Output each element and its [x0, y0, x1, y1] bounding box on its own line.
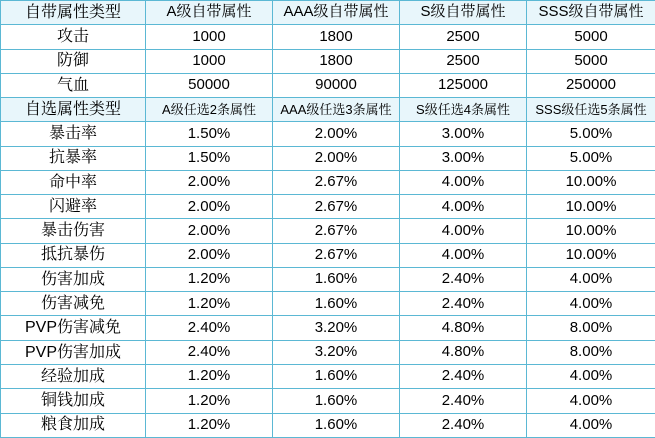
cell-value: 4.80%	[400, 316, 527, 340]
cell-value: 2.67%	[273, 243, 400, 267]
section-col-aaa: AAA级任选3条属性	[273, 98, 400, 122]
cell-value: 3.00%	[400, 146, 527, 170]
cell-value: 2.40%	[146, 340, 273, 364]
cell-value: 5.00%	[527, 146, 655, 170]
cell-value: 1.60%	[273, 292, 400, 316]
cell-value: 2.67%	[273, 170, 400, 194]
cell-value: 2.00%	[273, 146, 400, 170]
header-col-a: A级自带属性	[146, 1, 273, 25]
cell-value: 5000	[527, 49, 655, 73]
section-col-s: S级任选4条属性	[400, 98, 527, 122]
table-row	[1, 267, 655, 291]
section-label-optional: 自选属性类型	[1, 98, 146, 122]
header-col-sss: SSS级自带属性	[527, 1, 655, 25]
table-section-row	[1, 98, 655, 122]
cell-value: 2.40%	[400, 267, 527, 291]
row-label: 抗暴率	[1, 146, 146, 170]
cell-value: 8.00%	[527, 316, 655, 340]
cell-value: 10.00%	[527, 195, 655, 219]
row-label: 气血	[1, 73, 146, 97]
cell-value: 2500	[400, 25, 527, 49]
cell-value: 1000	[146, 25, 273, 49]
row-label: 暴击率	[1, 122, 146, 146]
cell-value: 10.00%	[527, 219, 655, 243]
cell-value: 1800	[273, 49, 400, 73]
row-label: 命中率	[1, 170, 146, 194]
table-row	[1, 364, 655, 388]
cell-value: 4.00%	[527, 292, 655, 316]
cell-value: 4.00%	[527, 413, 655, 437]
table-row	[1, 219, 655, 243]
table-row	[1, 292, 655, 316]
cell-value: 2.40%	[400, 389, 527, 413]
table-row	[1, 389, 655, 413]
cell-value: 4.00%	[527, 364, 655, 388]
table-row	[1, 49, 655, 73]
cell-value: 4.00%	[400, 243, 527, 267]
cell-value: 2.00%	[273, 122, 400, 146]
cell-value: 2.40%	[400, 413, 527, 437]
cell-value: 2.00%	[146, 243, 273, 267]
header-col-s: S级自带属性	[400, 1, 527, 25]
table-row	[1, 25, 655, 49]
cell-value: 4.00%	[400, 219, 527, 243]
cell-value: 2.40%	[146, 316, 273, 340]
table-row	[1, 146, 655, 170]
cell-value: 1.60%	[273, 413, 400, 437]
cell-value: 3.20%	[273, 340, 400, 364]
table-row	[1, 340, 655, 364]
row-label: 防御	[1, 49, 146, 73]
row-label: 伤害加成	[1, 267, 146, 291]
row-label: 粮食加成	[1, 413, 146, 437]
cell-value: 2.67%	[273, 195, 400, 219]
cell-value: 1.60%	[273, 389, 400, 413]
table-row	[1, 73, 655, 97]
cell-value: 1.50%	[146, 122, 273, 146]
row-label: 铜钱加成	[1, 389, 146, 413]
row-label: PVP伤害加成	[1, 340, 146, 364]
cell-value: 250000	[527, 73, 655, 97]
cell-value: 125000	[400, 73, 527, 97]
table-row	[1, 243, 655, 267]
row-label: 暴击伤害	[1, 219, 146, 243]
cell-value: 1000	[146, 49, 273, 73]
cell-value: 1.20%	[146, 364, 273, 388]
cell-value: 10.00%	[527, 170, 655, 194]
cell-value: 90000	[273, 73, 400, 97]
table-row	[1, 413, 655, 437]
cell-value: 5.00%	[527, 122, 655, 146]
cell-value: 4.00%	[400, 195, 527, 219]
row-label: 攻击	[1, 25, 146, 49]
cell-value: 1.50%	[146, 146, 273, 170]
cell-value: 4.00%	[527, 267, 655, 291]
cell-value: 1.20%	[146, 292, 273, 316]
table-row	[1, 170, 655, 194]
cell-value: 2500	[400, 49, 527, 73]
cell-value: 50000	[146, 73, 273, 97]
cell-value: 3.00%	[400, 122, 527, 146]
cell-value: 1.60%	[273, 267, 400, 291]
cell-value: 2.00%	[146, 219, 273, 243]
row-label: 经验加成	[1, 364, 146, 388]
row-label: 伤害减免	[1, 292, 146, 316]
section-col-sss: SSS级任选5条属性	[527, 98, 655, 122]
cell-value: 8.00%	[527, 340, 655, 364]
cell-value: 1.60%	[273, 364, 400, 388]
cell-value: 10.00%	[527, 243, 655, 267]
cell-value: 2.00%	[146, 170, 273, 194]
row-label: 抵抗暴伤	[1, 243, 146, 267]
section-col-a: A级任选2条属性	[146, 98, 273, 122]
cell-value: 4.80%	[400, 340, 527, 364]
cell-value: 1800	[273, 25, 400, 49]
cell-value: 2.40%	[400, 292, 527, 316]
cell-value: 4.00%	[527, 389, 655, 413]
cell-value: 2.00%	[146, 195, 273, 219]
table-row	[1, 316, 655, 340]
table-row	[1, 195, 655, 219]
header-col-aaa: AAA级自带属性	[273, 1, 400, 25]
table-header-row	[1, 1, 655, 25]
row-label: PVP伤害减免	[1, 316, 146, 340]
cell-value: 2.40%	[400, 364, 527, 388]
cell-value: 5000	[527, 25, 655, 49]
cell-value: 1.20%	[146, 389, 273, 413]
cell-value: 4.00%	[400, 170, 527, 194]
cell-value: 1.20%	[146, 267, 273, 291]
row-label: 闪避率	[1, 195, 146, 219]
cell-value: 2.67%	[273, 219, 400, 243]
cell-value: 3.20%	[273, 316, 400, 340]
cell-value: 1.20%	[146, 413, 273, 437]
table-row	[1, 122, 655, 146]
header-label-innate: 自带属性类型	[1, 1, 146, 25]
